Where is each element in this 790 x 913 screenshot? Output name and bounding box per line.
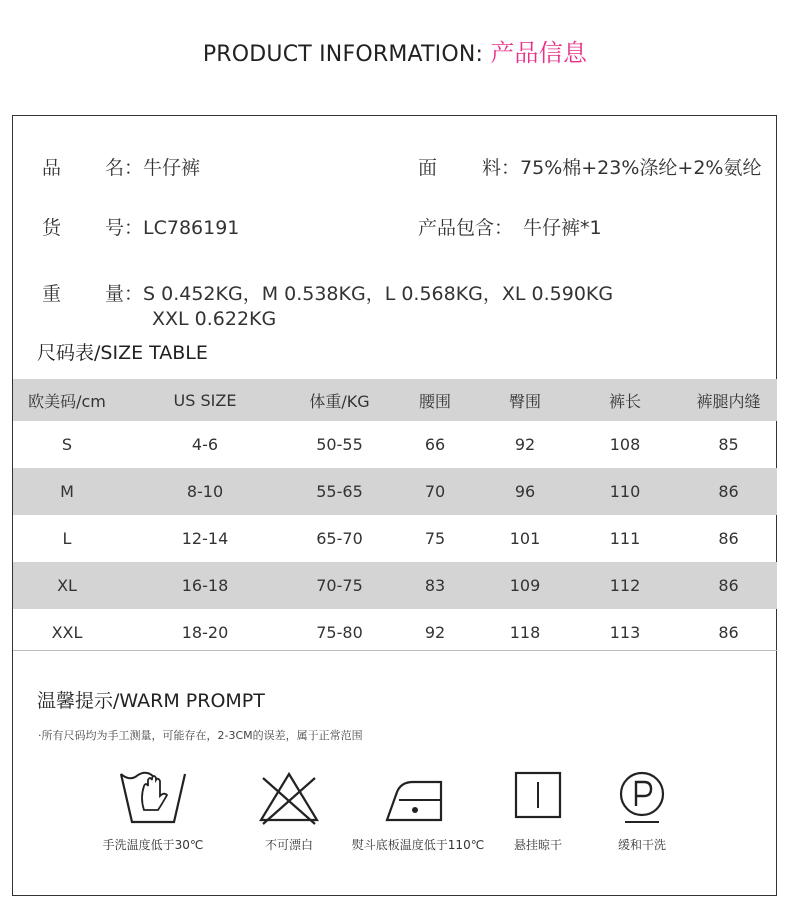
col-header-waist: 腰围 (390, 379, 480, 421)
col-header-length: 裤长 (570, 379, 680, 421)
col-header-hip: 臀围 (480, 379, 570, 421)
size-table-title: 尺码表/SIZE TABLE (37, 342, 208, 364)
cell: 112 (570, 562, 680, 609)
cell: M (13, 468, 121, 515)
table-row (13, 468, 777, 515)
info-name-value: 牛仔裤 (143, 157, 201, 179)
cell: 83 (390, 562, 480, 609)
cell: 70 (390, 468, 480, 515)
care-label: 不可漂白 (264, 838, 313, 852)
size-table (13, 379, 777, 656)
info-sku-label-a: 货 (42, 217, 62, 239)
info-fabric-label-b: 料： (482, 157, 521, 179)
cell: 101 (509, 529, 541, 548)
info-sku-value: LC786191 (143, 217, 240, 239)
info-weight-label-b: 量： (105, 283, 144, 305)
care-item-hang-dry (497, 770, 579, 853)
info-name (42, 153, 200, 180)
dry-clean-p-icon (617, 770, 667, 826)
cell: 86 (680, 562, 777, 609)
col-header-inseam: 裤腿内缝 (680, 379, 777, 421)
cell: 108 (609, 435, 641, 454)
info-weight-value-line1: S 0.452KG，M 0.538KG，L 0.568KG，XL 0.590KG (143, 283, 614, 305)
cell: 111 (609, 529, 641, 548)
cell: 4-6 (191, 435, 219, 454)
care-label: 手洗温度低于30℃ (102, 838, 204, 852)
warm-prompt-note: ·所有尺码均为手工测量，可能存在，2-3CM的误差，属于正常范围 (38, 729, 363, 742)
care-item-iron (340, 770, 496, 853)
care-label: 悬挂晾干 (513, 838, 562, 852)
cell: 65-70 (316, 529, 363, 548)
care-item-no-bleach (238, 770, 340, 853)
page-title (0, 33, 790, 68)
cell: 85 (718, 435, 739, 454)
info-sku-label-b: 号： (105, 217, 144, 239)
col-header-eu: 欧美码/cm (13, 379, 121, 421)
cell: 50-55 (316, 435, 363, 454)
warm-prompt-title: 温馨提示/WARM PROMPT (37, 690, 265, 712)
info-fabric-label-a: 面 (418, 157, 438, 179)
size-table-header-row (13, 379, 777, 421)
cell: 75-80 (316, 623, 363, 642)
care-label: 熨斗底板温度低于110℃ (351, 838, 485, 852)
cell: 70-75 (289, 562, 390, 609)
col-header-us: US SIZE (121, 379, 289, 421)
cell: 75 (424, 529, 446, 548)
iron-icon (383, 770, 453, 826)
hand-wash-icon (118, 770, 188, 826)
no-bleach-icon (257, 770, 321, 826)
info-fabric (418, 153, 761, 180)
table-row (13, 515, 777, 562)
info-weight-label-a: 重 (42, 283, 62, 305)
hang-dry-icon (513, 770, 563, 820)
info-package-value: 牛仔裤*1 (523, 217, 602, 239)
cell: 55-65 (289, 468, 390, 515)
info-weight-line2 (152, 308, 276, 330)
cell: XL (13, 562, 121, 609)
cell: 92 (514, 435, 536, 454)
info-package (418, 213, 602, 240)
info-weight-value-line2: XXL 0.622KG (152, 308, 277, 330)
table-row (13, 609, 777, 656)
cell: 96 (480, 468, 570, 515)
cell: 86 (718, 623, 739, 642)
care-label: 缓和干洗 (617, 838, 666, 852)
cell: L (62, 529, 72, 548)
cell: 118 (509, 623, 541, 642)
care-item-hand-wash (92, 770, 214, 853)
col-header-weight: 体重/KG (289, 379, 390, 421)
cell: 113 (609, 623, 641, 642)
title-zh: 产品信息 (490, 39, 588, 67)
info-fabric-value: 75%棉+23%涤纶+2%氨纶 (520, 157, 762, 179)
cell: S (61, 435, 73, 454)
cell: 16-18 (121, 562, 289, 609)
care-item-dry-clean (602, 770, 682, 853)
info-package-label: 产品包含： (418, 217, 514, 239)
cell: XXL (51, 623, 83, 642)
cell: 92 (424, 623, 446, 642)
cell: 12-14 (181, 529, 229, 548)
info-name-label-a: 品 (42, 157, 62, 179)
info-name-label-b: 名： (105, 157, 144, 179)
cell: 8-10 (121, 468, 289, 515)
table-row (13, 562, 777, 609)
cell: 18-20 (181, 623, 229, 642)
cell: 86 (718, 529, 739, 548)
info-weight (42, 279, 613, 306)
cell: 86 (680, 468, 777, 515)
cell: 66 (424, 435, 446, 454)
cell: 110 (570, 468, 680, 515)
cell: 109 (480, 562, 570, 609)
title-en: PRODUCT INFORMATION: (202, 42, 491, 67)
table-row (13, 421, 777, 468)
info-sku (42, 213, 239, 240)
section-divider (13, 650, 777, 651)
